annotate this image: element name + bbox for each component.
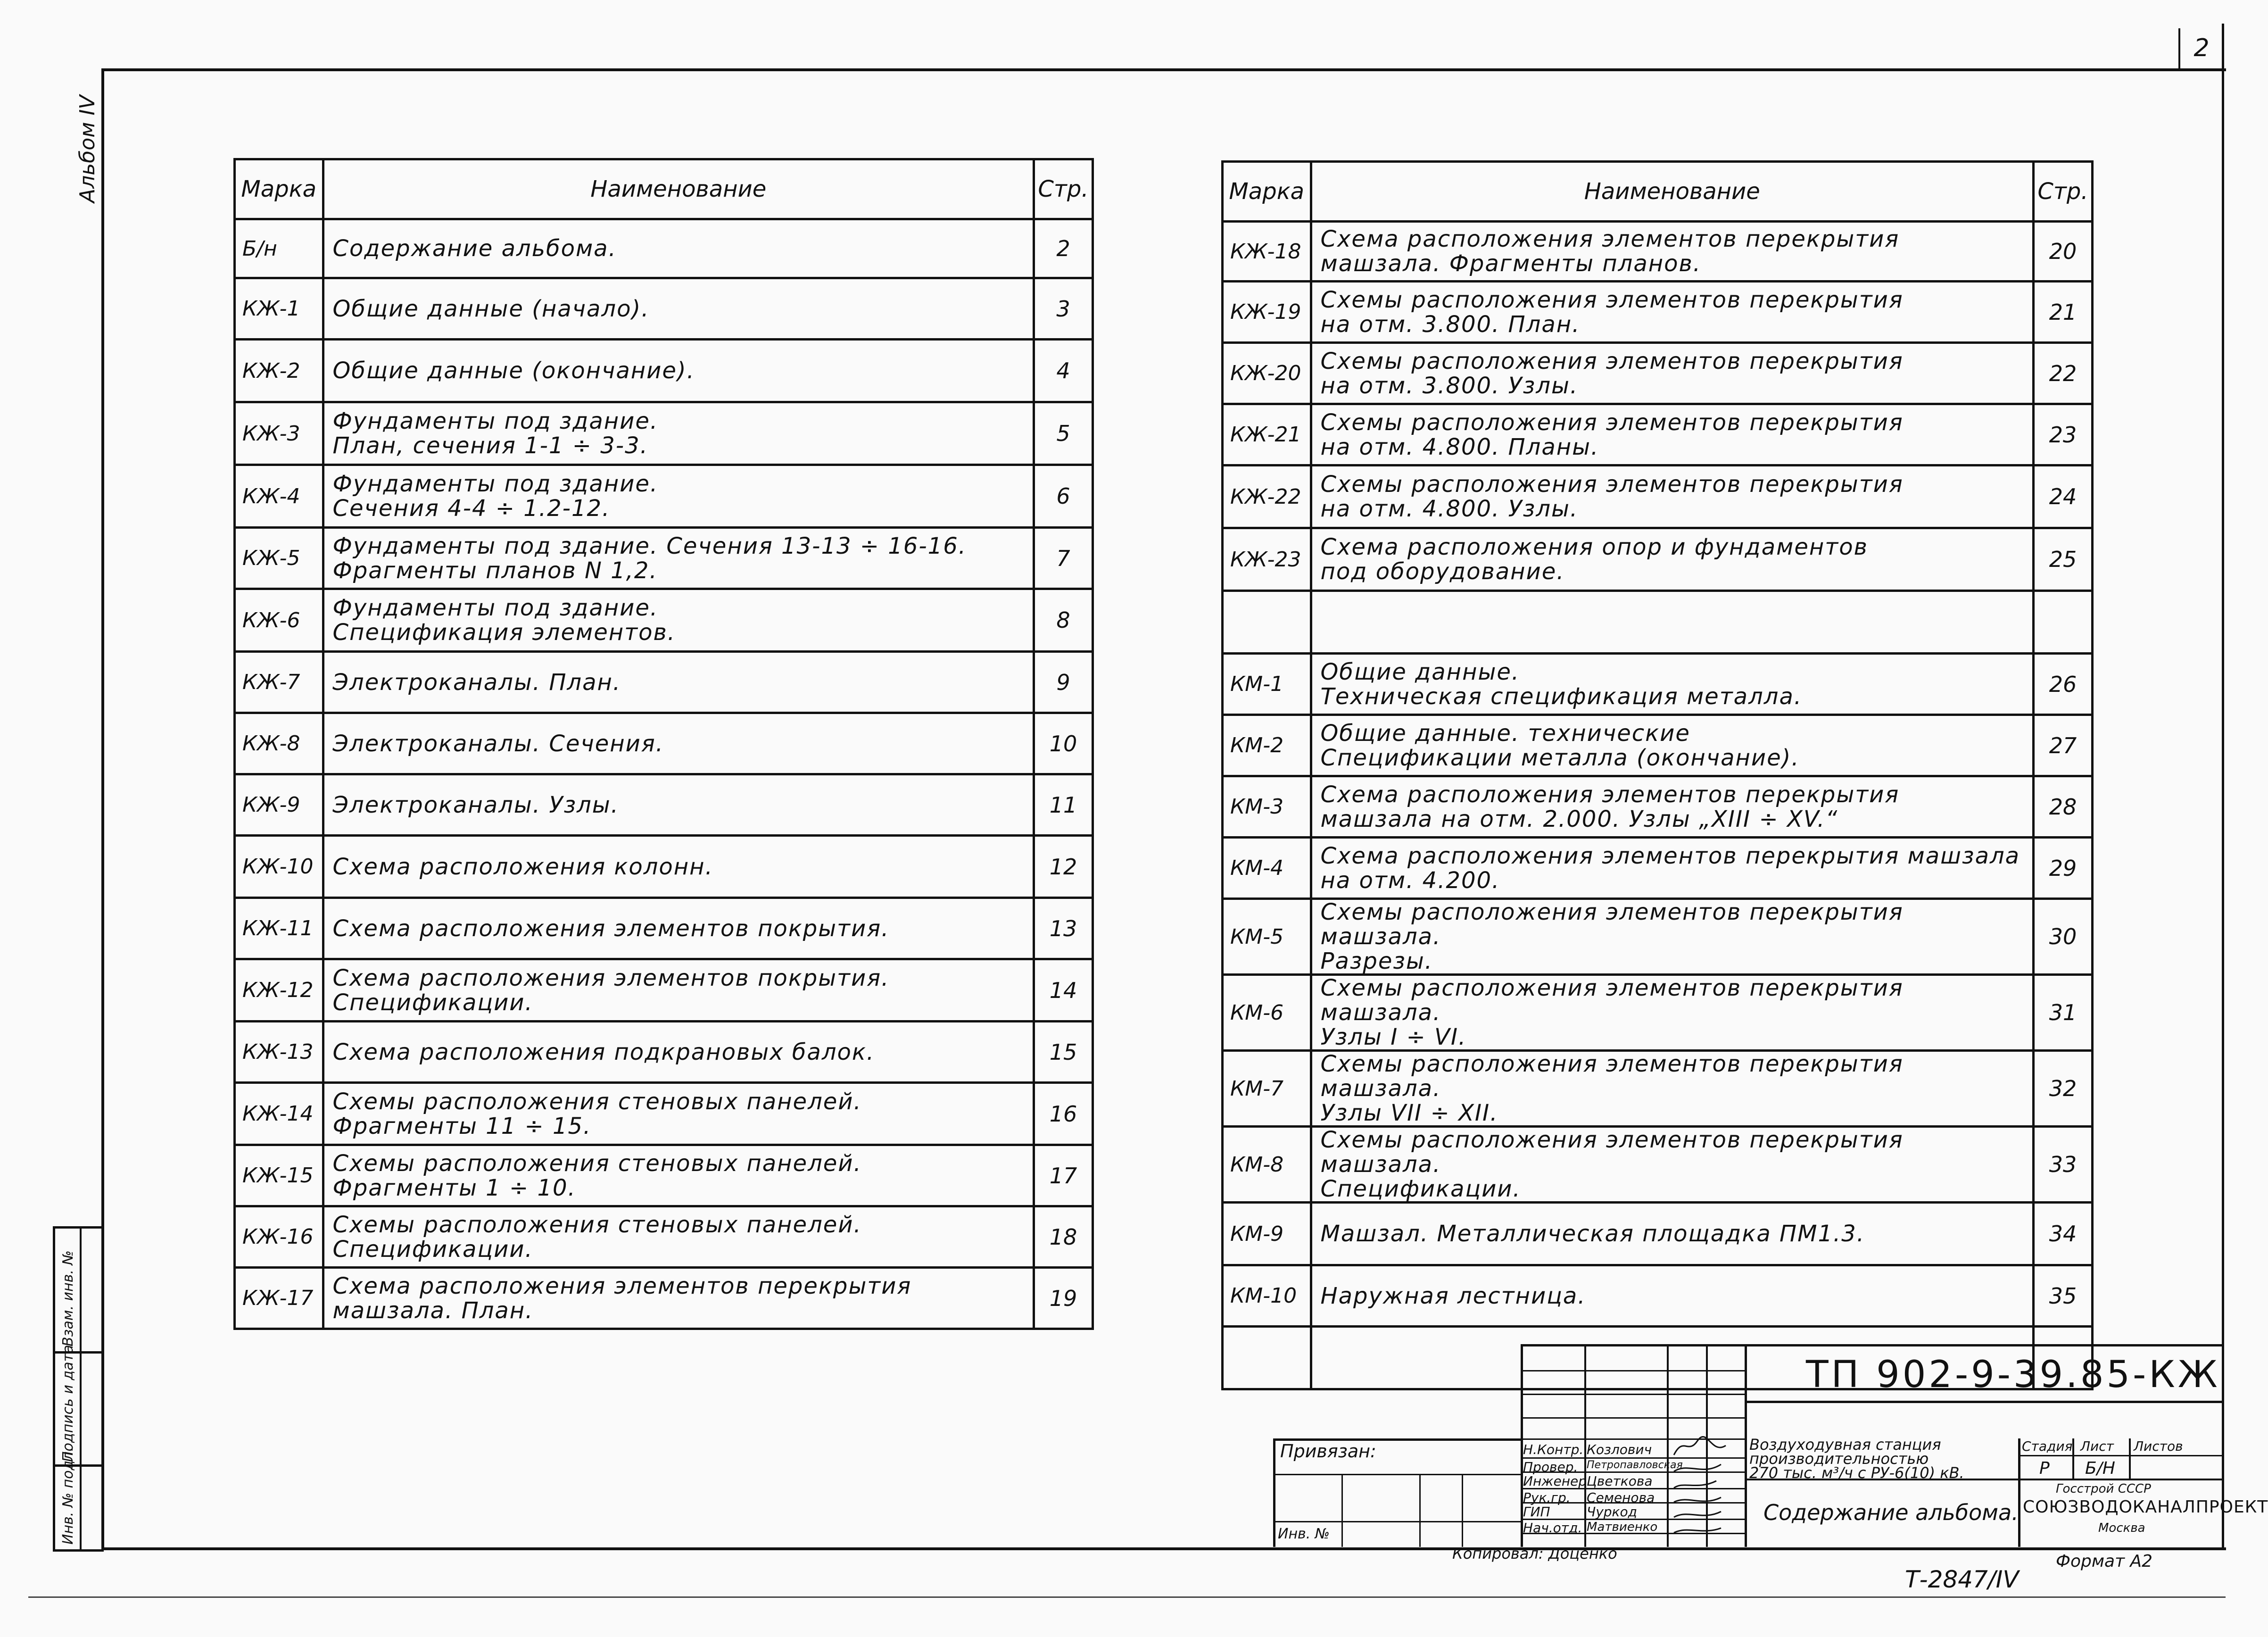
row-mark: КМ-8 <box>1223 1127 1311 1203</box>
header-page: Стр. <box>2034 162 2093 222</box>
row-mark: КЖ-23 <box>1223 528 1311 591</box>
org-line-2: СОЮЗВОДОКАНАЛПРОЕКТ <box>2023 1497 2268 1517</box>
row-page: 22 <box>2034 343 2093 404</box>
side-stamp-replace: Взам. инв. № <box>60 1250 76 1346</box>
row-mark: КМ-10 <box>1223 1265 1311 1327</box>
row-page: 34 <box>2034 1203 2093 1265</box>
row-title-line: Схемы расположения элементов перекрытия <box>1320 286 1904 313</box>
project-title-line-3: 270 тыс. м³/ч с РУ-6(10) кВ. <box>1749 1464 1964 1482</box>
row-title-line: Фрагменты 1 ÷ 10. <box>332 1174 576 1201</box>
row-title-line: Схема расположения элементов перекрытия <box>1320 781 1900 808</box>
row-title-line: Спецификации. <box>332 989 533 1016</box>
table-row <box>1223 222 2093 282</box>
contents-table-left <box>233 158 1094 1330</box>
row-mark: КЖ-5 <box>235 528 323 589</box>
sheet-value: Б/Н <box>2085 1459 2115 1478</box>
name-1: Козлович <box>1587 1442 1652 1457</box>
name-5: Чуркод <box>1587 1504 1637 1520</box>
row-title-line: Схемы расположения стеновых панелей. <box>332 1211 862 1238</box>
row-title <box>323 402 1034 465</box>
sheet-header: Лист <box>2080 1438 2114 1454</box>
row-title-line: Схемы расположения элементов перекрытия <box>1320 471 1904 498</box>
row-page: 11 <box>1034 774 1093 836</box>
row-title-line: Фундаменты под здание. Сечения 13-13 ÷ 16-16. <box>332 532 967 559</box>
row-title-line: на отм. 3.800. План. <box>1320 311 1581 338</box>
table-row <box>235 713 1093 774</box>
row-title-line: Электроканалы. Сечения. <box>332 730 664 757</box>
row-title-line: Схема расположения опор и фундаментов <box>1320 534 1868 560</box>
header-page: Стр. <box>1034 159 1093 219</box>
name-3: Цветкова <box>1587 1473 1653 1489</box>
row-title-line: Электроканалы. Узлы. <box>332 791 619 818</box>
row-page: 8 <box>1034 589 1093 652</box>
side-stamp-signature: Подпись и дата <box>60 1345 76 1462</box>
table-row <box>1223 654 2093 715</box>
format-label: Формат А2 <box>2056 1552 2153 1571</box>
inv-label: Инв. № <box>1278 1526 1330 1542</box>
row-title-line: Схема расположения элементов перекрытия машзала <box>1320 842 2020 869</box>
drawing-code: ТП 902-9-39.85-КЖ <box>1806 1354 2220 1396</box>
role-nachotd: Нач.отд. <box>1523 1520 1582 1536</box>
row-page: 14 <box>1034 959 1093 1022</box>
row-mark: КМ-1 <box>1223 654 1311 715</box>
row-title-line: Общие данные (начало). <box>332 295 650 322</box>
row-title-line: Схема расположения элементов покрытия. <box>332 964 890 991</box>
row-page: 35 <box>2034 1265 2093 1327</box>
row-title-line: Фундаменты под здание. <box>332 408 659 434</box>
row-title-line: Схемы расположения элементов перекрытия машзала. <box>1320 1127 1904 1178</box>
table-body-left <box>235 219 1093 1329</box>
sheet-title: Содержание альбома. <box>1763 1500 2019 1525</box>
row-page <box>2034 591 2093 654</box>
table-row <box>1223 1127 2093 1203</box>
row-title <box>1311 838 2034 899</box>
row-mark: КЖ-10 <box>235 836 323 898</box>
copied-by: Копировал: Доценко <box>1452 1545 1617 1562</box>
row-title-line: Наружная лестница. <box>1320 1282 1586 1309</box>
row-title-line: на отм. 4.800. Планы. <box>1320 433 1599 460</box>
row-title-line: Техническая спецификация металла. <box>1320 683 1803 710</box>
row-title-line: на отм. 4.800. Узлы. <box>1320 496 1579 522</box>
table-row <box>235 402 1093 465</box>
table-row <box>235 959 1093 1022</box>
row-mark: КЖ-18 <box>1223 222 1311 282</box>
row-page: 31 <box>2034 975 2093 1051</box>
row-title <box>323 340 1034 402</box>
album-label-text: Альбом IV <box>75 95 99 203</box>
row-page: 17 <box>1034 1145 1093 1206</box>
row-title-line: Схемы расположения стеновых панелей. <box>332 1150 862 1177</box>
table-row <box>235 1206 1093 1268</box>
archive-number: Т-2847/IV <box>1905 1566 2019 1593</box>
row-page: 18 <box>1034 1206 1093 1268</box>
sheets-header: Листов <box>2134 1438 2183 1454</box>
row-mark: КЖ-20 <box>1223 343 1311 404</box>
table-row <box>1223 528 2093 591</box>
row-title-line: Схема расположения элементов перекрытия <box>1320 226 1900 252</box>
row-title-line: Схемы расположения элементов перекрытия машзала. <box>1320 1051 1904 1102</box>
table-row <box>235 898 1093 959</box>
attached-label: Привязан: <box>1280 1441 1376 1462</box>
row-title-line: под оборудование. <box>1320 558 1565 585</box>
table-row <box>1223 282 2093 343</box>
row-title-line: Схемы расположения элементов перекрытия машзала. <box>1320 975 1904 1026</box>
row-title-line: Схемы расположения элементов перекрытия <box>1320 409 1904 436</box>
table-row <box>1223 343 2093 404</box>
row-title <box>323 836 1034 898</box>
row-title-line: на отм. 4.200. <box>1320 867 1500 894</box>
row-mark: КЖ-2 <box>235 340 323 402</box>
row-title-line: План, сечения 1-1 ÷ 3-3. <box>332 432 648 459</box>
row-mark: КЖ-19 <box>1223 282 1311 343</box>
table-row <box>1223 1265 2093 1327</box>
row-page: 21 <box>2034 282 2093 343</box>
table-row <box>235 278 1093 340</box>
org-line-3: Москва <box>2098 1521 2145 1535</box>
signatures <box>1669 1436 1745 1537</box>
name-2: Петропавловская <box>1587 1459 1683 1471</box>
name-4: Семенова <box>1587 1490 1655 1505</box>
table-row <box>235 836 1093 898</box>
row-title <box>1311 899 2034 975</box>
table-row <box>235 219 1093 278</box>
table-header-row <box>235 159 1093 219</box>
row-title <box>1311 282 2034 343</box>
row-page: 19 <box>1034 1268 1093 1329</box>
row-title <box>1311 1265 2034 1327</box>
side-stamp <box>53 1226 104 1552</box>
row-mark: КЖ-8 <box>235 713 323 774</box>
row-title-line: машзала. Фрагменты планов. <box>1320 250 1702 277</box>
row-title <box>1311 1127 2034 1203</box>
table-row <box>235 589 1093 652</box>
table-row <box>235 1268 1093 1329</box>
role-engineer: Инженер <box>1523 1473 1587 1489</box>
row-mark: КЖ-21 <box>1223 404 1311 465</box>
row-mark: КЖ-17 <box>235 1268 323 1329</box>
row-mark: КЖ-7 <box>235 652 323 713</box>
row-title-line: Фрагменты планов N 1,2. <box>332 557 658 584</box>
row-page: 27 <box>2034 715 2093 776</box>
row-mark: КЖ-13 <box>235 1022 323 1083</box>
row-page: 9 <box>1034 652 1093 713</box>
row-title <box>323 774 1034 836</box>
row-title-line: Фундаменты под здание. <box>332 471 659 497</box>
table-row <box>1223 1203 2093 1265</box>
stage-value: Р <box>2039 1459 2050 1478</box>
row-page: 6 <box>1034 465 1093 528</box>
row-title <box>323 528 1034 589</box>
row-title <box>1311 1051 2034 1127</box>
row-page: 23 <box>2034 404 2093 465</box>
row-page: 28 <box>2034 776 2093 838</box>
row-mark <box>1223 591 1311 654</box>
row-page: 16 <box>1034 1083 1093 1145</box>
table-header-row <box>1223 162 2093 222</box>
row-title <box>323 1145 1034 1206</box>
row-title <box>1311 528 2034 591</box>
row-page: 24 <box>2034 465 2093 528</box>
row-title-line: Узлы VII ÷ XII. <box>1320 1100 1498 1126</box>
row-title <box>1311 654 2034 715</box>
row-title <box>323 959 1034 1022</box>
role-gip: ГИП <box>1523 1504 1550 1520</box>
row-title <box>323 1206 1034 1268</box>
row-title <box>323 898 1034 959</box>
row-mark: КМ-9 <box>1223 1203 1311 1265</box>
row-page: 10 <box>1034 713 1093 774</box>
row-title <box>1311 715 2034 776</box>
row-title <box>323 713 1034 774</box>
row-title-line: Схема расположения элементов покрытия. <box>332 915 890 942</box>
row-title <box>1311 222 2034 282</box>
row-title <box>323 1083 1034 1145</box>
row-title <box>1311 975 2034 1051</box>
row-mark: КЖ-9 <box>235 774 323 836</box>
row-title <box>323 652 1034 713</box>
table-row <box>1223 591 2093 654</box>
table-row <box>235 652 1093 713</box>
row-title <box>1311 404 2034 465</box>
table-row <box>235 1083 1093 1145</box>
header-name: Наименование <box>1311 162 2034 222</box>
row-mark: КМ-3 <box>1223 776 1311 838</box>
table-row <box>235 528 1093 589</box>
row-title-line: машзала. План. <box>332 1297 534 1324</box>
table-row <box>235 774 1093 836</box>
table-row <box>1223 776 2093 838</box>
row-page: 3 <box>1034 278 1093 340</box>
row-page: 33 <box>2034 1127 2093 1203</box>
row-mark: КЖ-12 <box>235 959 323 1022</box>
row-title-line: Схемы расположения стеновых панелей. <box>332 1088 862 1115</box>
row-page: 5 <box>1034 402 1093 465</box>
row-title-line: Узлы I ÷ VI. <box>1320 1024 1467 1050</box>
table-row <box>1223 715 2093 776</box>
role-rukgr: Рук.гр. <box>1523 1490 1571 1505</box>
org-line-1: Госстрой СССР <box>2056 1482 2151 1496</box>
row-title-line: Схемы расположения элементов перекрытия <box>1320 348 1904 374</box>
header-mark: Марка <box>235 159 323 219</box>
row-mark: КМ-6 <box>1223 975 1311 1051</box>
row-title-line: Спецификация элементов. <box>332 619 676 646</box>
row-page: 25 <box>2034 528 2093 591</box>
row-title-line: Сечения 4-4 ÷ 1.2-12. <box>332 495 611 522</box>
row-mark: КЖ-6 <box>235 589 323 652</box>
row-title-line: Содержание альбома. <box>332 235 617 262</box>
table-row <box>235 465 1093 528</box>
table-row <box>1223 1051 2093 1127</box>
row-title-line: Электроканалы. План. <box>332 669 621 696</box>
row-title-line: Спецификации. <box>1320 1176 1521 1202</box>
role-prover: Провер. <box>1523 1459 1578 1475</box>
table-row <box>235 1145 1093 1206</box>
header-mark: Марка <box>1223 162 1311 222</box>
project-title-line-1: Воздуходувная станция <box>1749 1436 1941 1454</box>
row-page: 4 <box>1034 340 1093 402</box>
row-page: 30 <box>2034 899 2093 975</box>
row-mark: КМ-5 <box>1223 899 1311 975</box>
project-title-line-2: производительностью <box>1749 1450 1929 1468</box>
row-title-line: Общие данные (окончание). <box>332 357 695 384</box>
row-title <box>323 1022 1034 1083</box>
row-page: 32 <box>2034 1051 2093 1127</box>
row-title <box>323 219 1034 278</box>
row-page: 29 <box>2034 838 2093 899</box>
header-name: Наименование <box>323 159 1034 219</box>
role-nkontr: Н.Контр. <box>1523 1442 1584 1457</box>
row-title-line: машзала на отм. 2.000. Узлы „XIII ÷ XV.“ <box>1320 806 1838 832</box>
album-label <box>75 95 99 203</box>
row-title <box>1311 591 2034 654</box>
stage-header: Стадия <box>2022 1438 2073 1454</box>
row-title-line: Разрезы. <box>1320 948 1433 974</box>
table-row <box>1223 465 2093 528</box>
row-title <box>1311 343 2034 404</box>
row-mark: КМ-7 <box>1223 1051 1311 1127</box>
row-title <box>1311 1203 2034 1265</box>
frame-right-line <box>2222 24 2224 1549</box>
row-title-line: Фрагменты 11 ÷ 15. <box>332 1113 592 1139</box>
row-title <box>1311 465 2034 528</box>
row-title <box>323 278 1034 340</box>
row-title-line: Общие данные. технические <box>1320 720 1690 747</box>
row-mark: КЖ-22 <box>1223 465 1311 528</box>
row-mark: КЖ-4 <box>235 465 323 528</box>
row-mark: КЖ-16 <box>235 1206 323 1268</box>
row-page: 2 <box>1034 219 1093 278</box>
row-mark: Б/н <box>235 219 323 278</box>
table-row <box>235 340 1093 402</box>
row-mark: КМ-2 <box>1223 715 1311 776</box>
row-title-line: Спецификации металла (окончание). <box>1320 744 1800 771</box>
table-row <box>235 1022 1093 1083</box>
row-mark: КЖ-15 <box>235 1145 323 1206</box>
project-title <box>1749 1438 1964 1480</box>
table-row <box>1223 404 2093 465</box>
row-title-line: Машзал. Металлическая площадка ПМ1.3. <box>1320 1221 1865 1247</box>
row-title-line: Схемы расположения элементов перекрытия машзала. <box>1320 899 1904 950</box>
row-title-line: Схема расположения элементов перекрытия <box>332 1272 912 1299</box>
table-row <box>1223 975 2093 1051</box>
bottom-trim-line <box>28 1596 2226 1598</box>
row-title-line: на отм. 3.800. Узлы. <box>1320 372 1579 399</box>
contents-table-right <box>1221 160 2094 1390</box>
row-page: 7 <box>1034 528 1093 589</box>
table-row <box>1223 899 2093 975</box>
row-page: 15 <box>1034 1022 1093 1083</box>
row-page: 13 <box>1034 898 1093 959</box>
table-row <box>1223 838 2093 899</box>
row-title <box>1311 776 2034 838</box>
row-title-line: Схема расположения колонн. <box>332 853 713 880</box>
row-title-line: Схема расположения подкрановых балок. <box>332 1039 875 1065</box>
side-stamp-inv: Инв. № подл. <box>60 1447 76 1545</box>
row-title-line: Общие данные. <box>1320 658 1520 685</box>
row-mark: КЖ-11 <box>235 898 323 959</box>
row-mark: КЖ-14 <box>235 1083 323 1145</box>
row-title <box>323 1268 1034 1329</box>
row-mark: КМ-4 <box>1223 838 1311 899</box>
row-page: 20 <box>2034 222 2093 282</box>
table-body-right <box>1223 222 2093 1389</box>
row-page: 26 <box>2034 654 2093 715</box>
row-mark: КЖ-1 <box>235 278 323 340</box>
row-title-line: Спецификации. <box>332 1236 533 1263</box>
row-title-line: Фундаменты под здание. <box>332 595 659 621</box>
title-block <box>1273 1344 2268 1547</box>
name-6: Матвиенко <box>1587 1520 1658 1534</box>
row-mark: КЖ-3 <box>235 402 323 465</box>
row-title <box>323 465 1034 528</box>
sheet-number: 2 <box>2178 28 2223 70</box>
row-page: 12 <box>1034 836 1093 898</box>
row-title <box>323 589 1034 652</box>
